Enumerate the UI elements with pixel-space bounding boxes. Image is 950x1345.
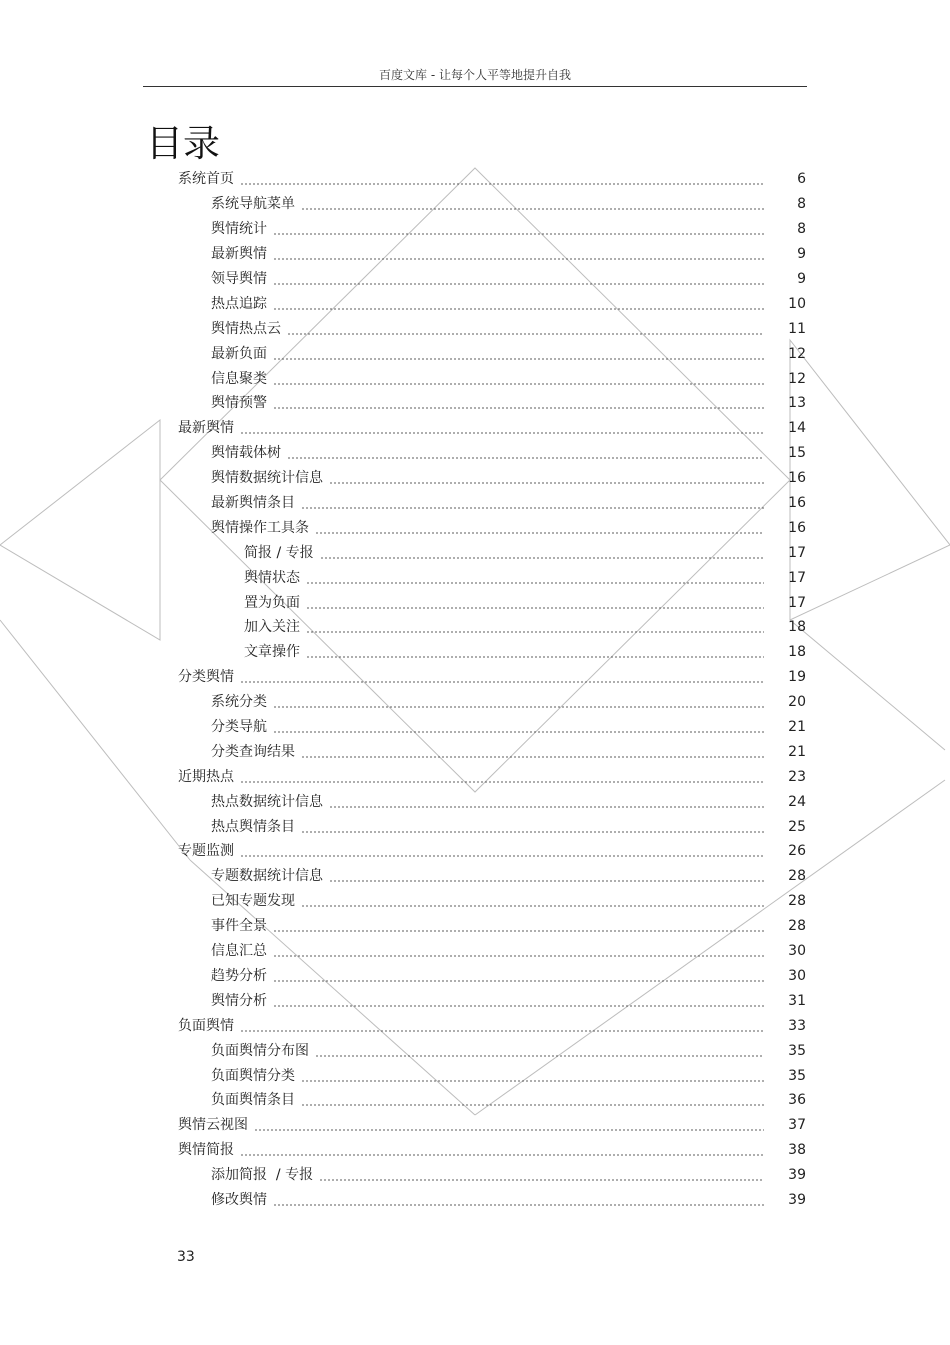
toc-entry-title: 负面舆情条目 [211,1092,295,1109]
toc-entry[interactable] [0,1188,950,1213]
toc-entry-title: 加入关注 [244,619,300,636]
toc-entry-title: 舆情状态 [244,569,300,586]
toc-entry-title: 系统导航菜单 [211,196,295,213]
toc-entry[interactable] [0,466,950,491]
toc-entry-title: 舆情云视图 [178,1117,248,1134]
toc-entry-title: 舆情数据统计信息 [211,470,323,487]
toc-entry[interactable] [0,217,950,242]
toc-entry-title: 近期热点 [178,768,234,785]
toc-entry-page: 8 [797,221,806,238]
toc-entry[interactable] [0,690,950,715]
dot-leader [306,642,764,662]
toc-entry[interactable] [0,1063,950,1088]
toc-entry-page: 9 [797,246,806,263]
toc-entry-page: 12 [788,345,806,362]
toc-entry[interactable] [0,1038,950,1063]
toc-entry[interactable] [0,366,950,391]
toc-entry[interactable] [0,341,950,366]
toc-entry[interactable] [0,615,950,640]
dot-leader [273,991,764,1011]
dot-leader [306,617,764,637]
toc-entry-page: 13 [788,395,806,412]
dot-leader [301,817,764,837]
toc-entry-title: 领导舆情 [211,271,267,287]
toc-entry-page: 37 [788,1117,806,1134]
toc-entry[interactable] [0,1138,950,1163]
toc-entry-page: 35 [788,1067,806,1084]
toc-entry-page: 26 [788,843,806,860]
toc-entry[interactable] [0,1013,950,1038]
toc-entry[interactable] [0,167,950,192]
dot-leader [273,393,764,413]
toc-entry-title: 热点舆情条目 [211,818,295,835]
toc-entry-title: 分类导航 [211,719,267,736]
toc-entry-title: 舆情载体树 [211,445,281,462]
dot-leader [273,941,764,961]
toc-entry-title: 舆情统计 [211,221,267,238]
toc-entry[interactable] [0,590,950,615]
toc-entry[interactable] [0,391,950,416]
toc-entry[interactable] [0,914,950,939]
toc-entry-page: 17 [788,569,806,586]
toc-entry-page: 17 [788,594,806,611]
toc-entry-page: 6 [797,171,806,188]
toc-entry[interactable] [0,1163,950,1188]
toc-entry-title: 最新舆情 [211,246,267,263]
toc-entry-page: 28 [788,893,806,910]
toc-entry-title: 已知专题发现 [211,893,295,910]
dot-leader [301,1090,764,1110]
dot-leader [240,767,764,787]
toc-entry-page: 24 [788,793,806,810]
toc-entry-title: 趋势分析 [211,967,267,984]
dot-leader [240,1016,764,1036]
dot-leader [273,269,764,289]
toc-entry-page: 9 [797,271,806,287]
dot-leader [315,1041,764,1061]
toc-entry-page: 36 [788,1092,806,1109]
dot-leader [287,443,764,463]
toc-entry-page: 25 [788,818,806,835]
toc-entry-page: 12 [788,370,806,387]
toc-entry[interactable] [0,491,950,516]
toc-entry[interactable] [0,739,950,764]
dot-leader [319,1165,764,1185]
dot-leader [273,1190,764,1210]
dot-leader [240,667,764,687]
toc-entry-page: 19 [788,669,806,686]
dot-leader [306,593,764,613]
dot-leader [329,866,764,886]
toc-entry[interactable] [0,1113,950,1138]
toc-entry-page: 28 [788,868,806,885]
toc-entry[interactable] [0,316,950,341]
toc-entry[interactable] [0,789,950,814]
toc-entry[interactable] [0,715,950,740]
toc-entry[interactable] [0,864,950,889]
toc-entry-title: 事件全景 [211,918,267,935]
toc-entry-page: 15 [788,445,806,462]
dot-leader [273,369,764,389]
toc-entry-title: 分类舆情 [178,669,234,686]
toc-entry-title: 添加简报 / 专报 [211,1167,314,1184]
toc-entry-title: 最新舆情条目 [211,495,295,512]
dot-leader [240,1140,764,1160]
toc-entry-title: 最新负面 [211,345,267,362]
toc-entry[interactable] [0,441,950,466]
toc-entry-page: 18 [788,644,806,661]
toc-entry[interactable] [0,939,950,964]
header-rule [143,86,807,87]
toc-entry-title: 热点数据统计信息 [211,793,323,810]
toc-entry[interactable] [0,291,950,316]
toc-entry-title: 系统首页 [178,171,234,188]
toc-entry[interactable] [0,1088,950,1113]
dot-leader [315,518,764,538]
dot-leader [273,344,764,364]
toc-entry-page: 18 [788,619,806,636]
toc-entry[interactable] [0,540,950,565]
toc-entry[interactable] [0,839,950,864]
toc-entry-page: 39 [788,1167,806,1184]
toc-entry-title: 专题监测 [178,843,234,860]
toc-entry-page: 39 [788,1191,806,1208]
toc-entry-title: 专题数据统计信息 [211,868,323,885]
toc-entry[interactable] [0,665,950,690]
dot-leader [273,294,764,314]
dot-leader [301,194,764,214]
toc-entry-page: 38 [788,1142,806,1159]
toc-entry[interactable] [0,964,950,989]
toc-entry-title: 修改舆情 [211,1191,267,1208]
table-of-contents [0,167,950,1212]
page-header: 百度文库 - 让每个人平等地提升自我 [379,68,571,82]
toc-entry[interactable] [0,242,950,267]
toc-entry-page: 30 [788,943,806,960]
toc-entry-title: 负面舆情分布图 [211,1042,309,1059]
toc-entry-title: 舆情热点云 [211,320,281,337]
toc-entry-page: 16 [788,470,806,487]
toc-entry[interactable] [0,515,950,540]
dot-leader [240,418,764,438]
dot-leader [320,543,764,563]
dot-leader [329,468,764,488]
footer-page-number: 33 [177,1249,195,1265]
toc-entry-page: 10 [788,295,806,312]
toc-entry[interactable] [0,814,950,839]
toc-entry-title: 最新舆情 [178,420,234,437]
toc-entry-page: 16 [788,495,806,512]
toc-entry-page: 23 [788,768,806,785]
toc-entry-title: 负面舆情 [178,1017,234,1034]
dot-leader [273,244,764,264]
toc-entry-title: 舆情简报 [178,1142,234,1159]
toc-entry-page: 8 [797,196,806,213]
dot-leader [301,742,764,762]
toc-entry[interactable] [0,889,950,914]
toc-entry[interactable] [0,267,950,292]
toc-entry-page: 17 [788,544,806,561]
toc-entry[interactable] [0,764,950,789]
toc-entry-title: 负面舆情分类 [211,1067,295,1084]
dot-leader [301,493,764,513]
toc-entry-page: 28 [788,918,806,935]
dot-leader [306,568,764,588]
toc-entry-page: 21 [788,743,806,760]
toc-entry-page: 35 [788,1042,806,1059]
toc-entry-title: 舆情预警 [211,395,267,412]
toc-entry-page: 33 [788,1017,806,1034]
toc-entry[interactable] [0,416,950,441]
toc-entry-title: 分类查询结果 [211,743,295,760]
toc-entry-title: 舆情分析 [211,992,267,1009]
dot-leader [301,1066,764,1086]
toc-entry-title: 文章操作 [244,644,300,661]
dot-leader [240,169,764,189]
dot-leader [273,219,764,239]
toc-entry-title: 信息汇总 [211,943,267,960]
dot-leader [273,966,764,986]
toc-entry-title: 简报 / 专报 [244,544,314,561]
toc-entry-title: 舆情操作工具条 [211,519,309,536]
dot-leader [301,891,764,911]
toc-entry-page: 14 [788,420,806,437]
dot-leader [273,717,764,737]
toc-entry-page: 30 [788,967,806,984]
toc-title: 目录 [146,122,220,165]
toc-entry[interactable] [0,988,950,1013]
toc-entry[interactable] [0,565,950,590]
toc-entry-page: 16 [788,519,806,536]
toc-entry-title: 热点追踪 [211,295,267,312]
dot-leader [287,319,764,339]
toc-entry-page: 31 [788,992,806,1009]
toc-entry[interactable] [0,640,950,665]
toc-entry-title: 置为负面 [244,594,300,611]
toc-entry-page: 20 [788,694,806,711]
dot-leader [240,841,764,861]
dot-leader [273,692,764,712]
toc-entry[interactable] [0,192,950,217]
toc-entry-page: 11 [788,320,806,337]
toc-entry-page: 21 [788,719,806,736]
toc-entry-title: 系统分类 [211,694,267,711]
dot-leader [273,916,764,936]
toc-entry-title: 信息聚类 [211,370,267,387]
dot-leader [254,1115,764,1135]
dot-leader [329,792,764,812]
